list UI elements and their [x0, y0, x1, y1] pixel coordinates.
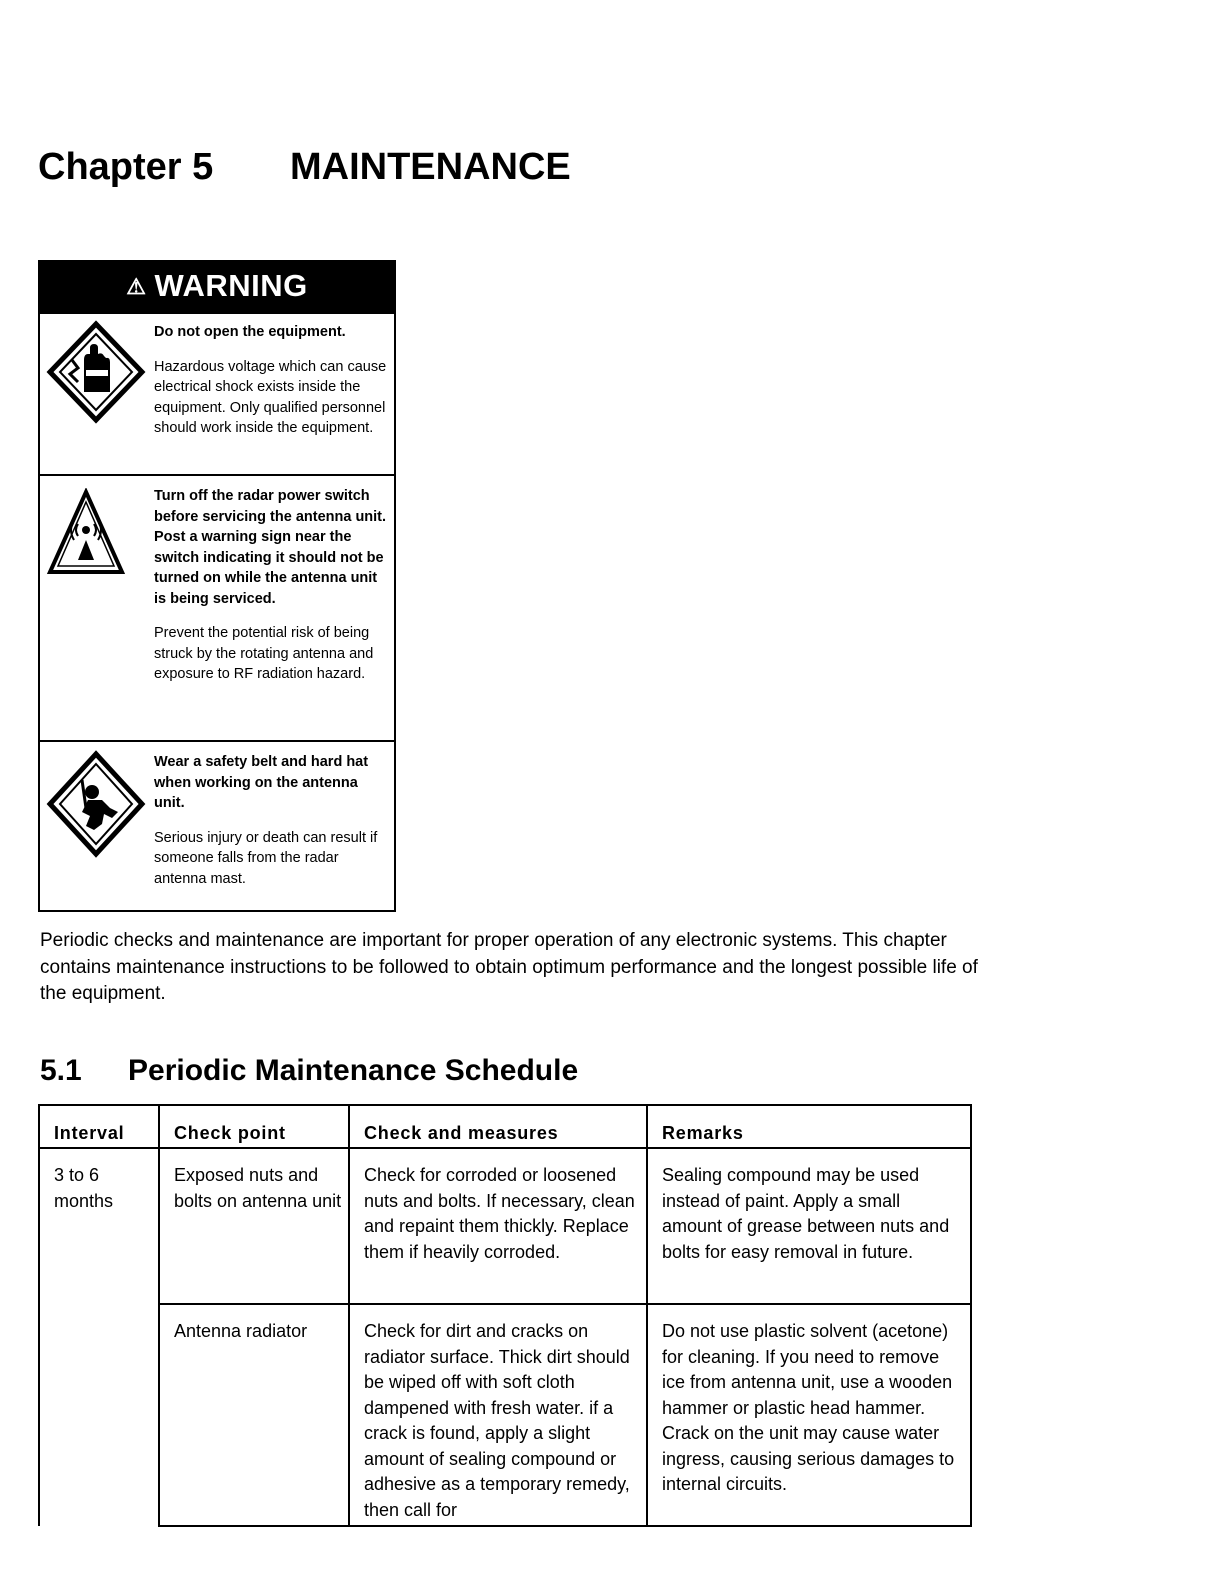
warning-1-bold: Do not open the equipment. — [154, 324, 346, 340]
header-check-measures: Check and measures — [349, 1105, 647, 1148]
section-heading — [40, 1054, 578, 1088]
table-row — [39, 1304, 971, 1526]
table-row — [39, 1148, 971, 1304]
warning-box — [38, 260, 396, 912]
chapter-number: Chapter 5 — [38, 146, 214, 188]
section-number: 5.1 — [40, 1054, 82, 1087]
section-title: Periodic Maintenance Schedule — [128, 1054, 579, 1087]
warning-section-electrical — [40, 312, 394, 474]
cell-remarks: Sealing compound may be used instead of paint. Apply a small amount of grease between nuts and bolts for easy removal in future. — [647, 1148, 971, 1304]
header-remarks: Remarks — [647, 1105, 971, 1148]
warning-section-fall — [40, 740, 394, 910]
warning-heading: WARNING — [154, 268, 308, 303]
warning-3-bold: Wear a safety belt and hard hat when working on the antenna unit. — [154, 754, 369, 811]
hand-shock-icon — [46, 320, 146, 424]
chapter-heading — [38, 146, 571, 189]
cell-measures: Check for dirt and cracks on radiator surface. Thick dirt should be wiped off with soft cloth dampened with fresh water. if a crack is found, apply a slight amount of sealing compound or adhesive as a temporary remedy, then call for — [349, 1304, 647, 1526]
cell-checkpoint: Exposed nuts and bolts on antenna unit — [159, 1148, 349, 1304]
warning-text-2 — [154, 486, 388, 699]
cell-interval: 3 to 6 months — [39, 1148, 159, 1526]
warning-3-body: Serious injury or death can result if someone falls from the radar antenna mast. — [154, 829, 378, 887]
chapter-title: MAINTENANCE — [290, 146, 571, 188]
warning-header — [40, 260, 394, 312]
warning-text-3 — [154, 752, 388, 903]
table-header-row — [39, 1105, 971, 1148]
warning-1-body: Hazardous voltage which can cause electrical shock exists inside the equipment. Only qualified personnel should work inside the equipment. — [154, 358, 387, 436]
warning-text-1 — [154, 322, 388, 453]
maintenance-schedule-table — [38, 1104, 972, 1527]
warning-section-radar — [40, 474, 394, 740]
warning-triangle-icon: ⚠ — [126, 274, 147, 299]
warning-2-bold: Turn off the radar power switch before servicing the antenna unit. Post a warning sign near the switch indicating it should not be turned on while the antenna unit is being serviced. — [154, 488, 387, 607]
warning-2-body: Prevent the potential risk of being struck by the rotating antenna and exposure to RF radiation hazard. — [154, 625, 374, 682]
cell-remarks: Do not use plastic solvent (acetone) for cleaning. If you need to remove ice from antenna unit, use a wooden hammer or plastic head hammer. Crack on the unit may cause water ingress, causing serious damages to internal circuits. — [647, 1304, 971, 1526]
intro-paragraph: Periodic checks and maintenance are important for proper operation of any electronic systems. This chapter contains maintenance instructions to be followed to obtain optimum performance and the longest possible life of the equipment. — [40, 930, 978, 1004]
header-interval: Interval — [39, 1105, 159, 1148]
cell-checkpoint: Antenna radiator — [159, 1304, 349, 1526]
header-check-point: Check point — [159, 1105, 349, 1148]
radiation-person-icon — [46, 488, 126, 576]
person-falling-icon — [46, 750, 146, 858]
cell-measures: Check for corroded or loosened nuts and bolts. If necessary, clean and repaint them thickly. Replace them if heavily corroded. — [349, 1148, 647, 1304]
